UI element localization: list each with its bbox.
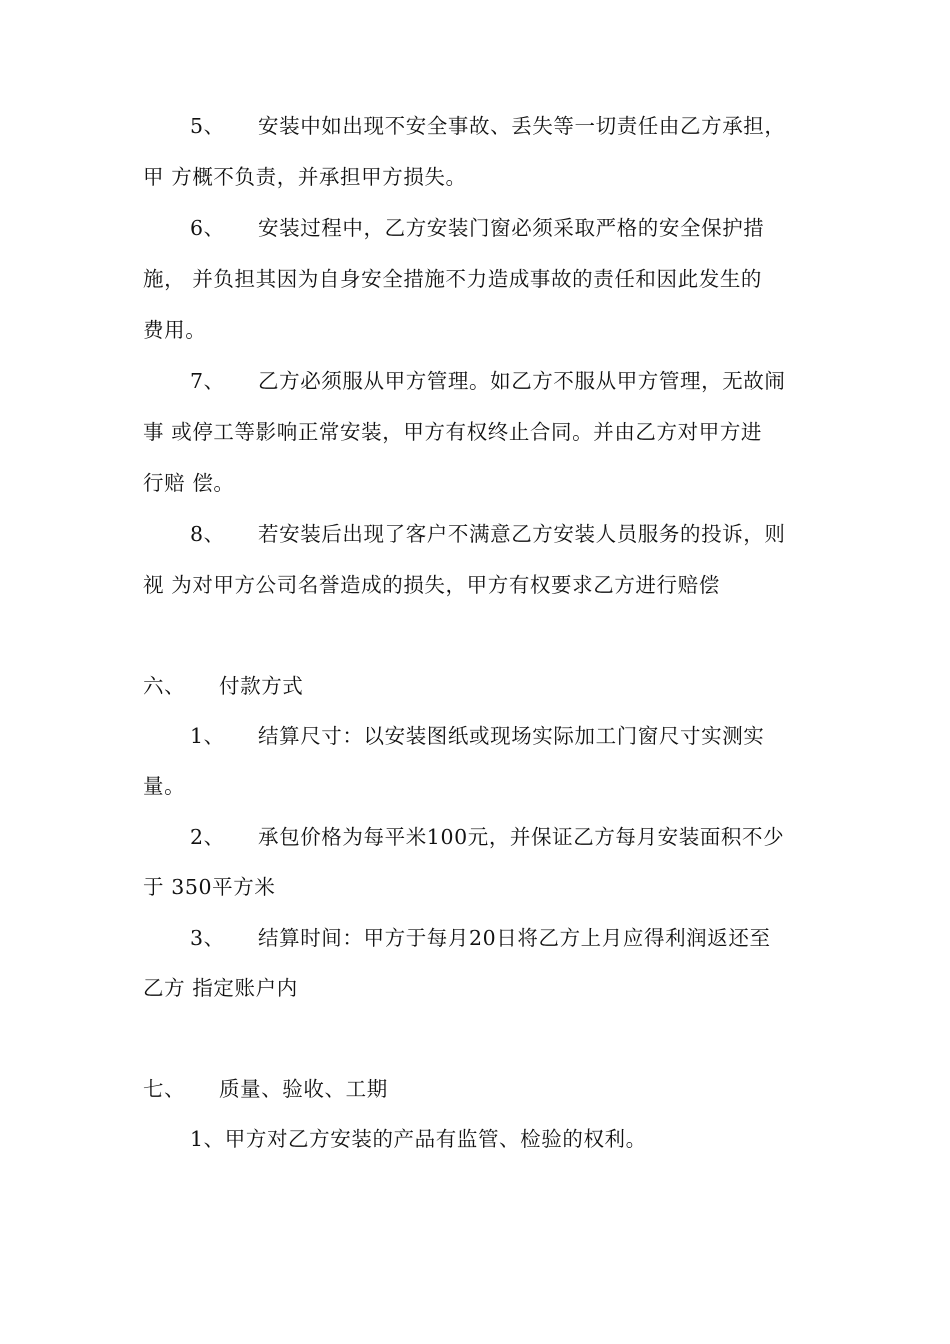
clause-6-line-1 xyxy=(190,214,764,242)
payment-item-2-line-2: 于 350平方米 xyxy=(143,875,276,899)
clause-7-line-1 xyxy=(190,367,786,395)
clause-number: 2、 xyxy=(190,825,225,849)
clause-5-line-2: 甲 方概不负责，并承担甲方损失。 xyxy=(143,165,467,189)
clause-6-line-3: 费用。 xyxy=(143,318,207,342)
payment-item-3-line-2: 乙方 指定账户内 xyxy=(143,976,298,1000)
clause-number: 3、 xyxy=(190,926,225,950)
section-number: 六、 xyxy=(143,674,186,698)
clause-text: 承包价格为每平米100元，并保证乙方每月安装面积不少 xyxy=(258,825,785,849)
payment-item-3-line-1 xyxy=(190,924,771,952)
clause-number: 7、 xyxy=(190,369,225,393)
clause-text: 结算时间：甲方于每月20日将乙方上月应得利润返还至 xyxy=(258,926,771,950)
section-title: 付款方式 xyxy=(219,674,304,698)
clause-6-line-2: 施， 并负担其因为自身安全措施不力造成事故的责任和因此发生的 xyxy=(143,267,763,291)
clause-number: 8、 xyxy=(190,522,225,546)
clause-number: 1、 xyxy=(190,724,225,748)
payment-item-1-line-1 xyxy=(190,722,764,750)
clause-text: 安装过程中，乙方安装门窗必须采取严格的安全保护措 xyxy=(258,216,765,240)
clause-5-line-1 xyxy=(190,112,786,140)
clause-8-line-1 xyxy=(190,520,786,548)
section-title: 质量、验收、工期 xyxy=(219,1077,388,1101)
section-7-heading xyxy=(143,1075,388,1103)
clause-7-line-3: 行赔 偿。 xyxy=(143,471,235,495)
clause-text: 安装中如出现不安全事故、丢失等一切责任由乙方承担， xyxy=(258,114,786,138)
quality-item-1: 1、甲方对乙方安装的产品有监管、检验的权利。 xyxy=(190,1127,647,1151)
section-6-heading xyxy=(143,672,303,700)
payment-item-2-line-1 xyxy=(190,823,784,851)
section-number: 七、 xyxy=(143,1077,186,1101)
clause-text: 乙方必须服从甲方管理。如乙方不服从甲方管理，无故闹 xyxy=(258,369,786,393)
clause-8-line-2: 视 为对甲方公司名誉造成的损失，甲方有权要求乙方进行赔偿 xyxy=(143,573,720,597)
clause-number: 6、 xyxy=(190,216,225,240)
clause-text: 若安装后出现了客户不满意乙方安装人员服务的投诉，则 xyxy=(258,522,786,546)
clause-number: 5、 xyxy=(190,114,225,138)
clause-7-line-2: 事 或停工等影响正常安装，甲方有权终止合同。并由乙方对甲方进 xyxy=(143,420,763,444)
clause-text: 结算尺寸：以安装图纸或现场实际加工门窗尺寸实测实 xyxy=(258,724,765,748)
payment-item-1-line-2: 量。 xyxy=(143,774,186,798)
